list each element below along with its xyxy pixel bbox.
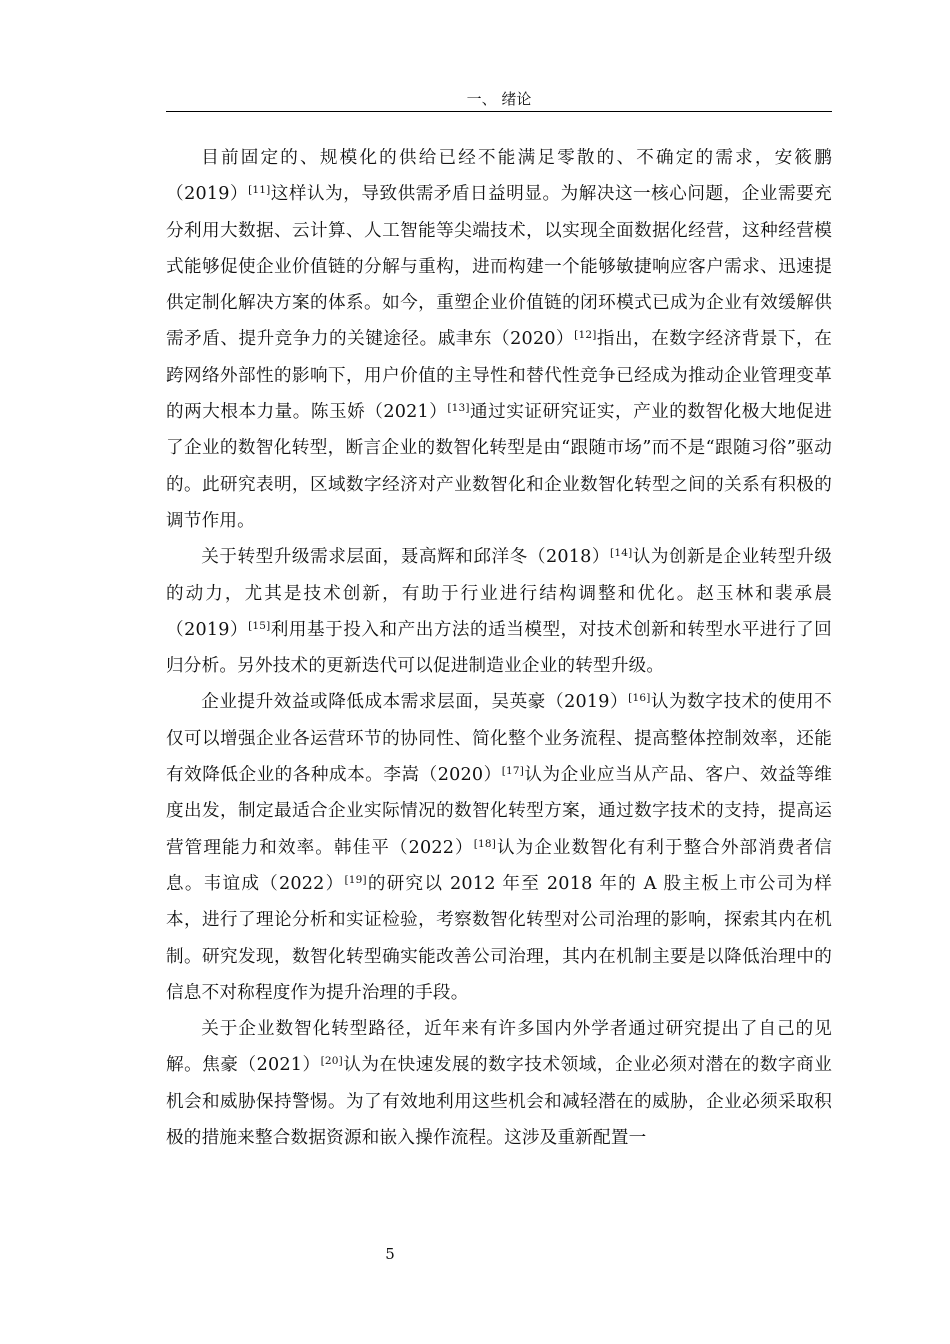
citation-superscript: [14]: [610, 547, 633, 560]
paragraph-text: 认为创新是企业转型升级的动力，尤其是技术创新，有助于行业进行结构调整和优化。赵玉林和裴承晨（2019）: [166, 547, 833, 640]
citation-superscript: [18]: [473, 837, 497, 850]
running-header-title: 一、 绪论: [466, 90, 532, 108]
paragraph-text: 关于企业数智化转型路径，近年来有许多国内外学者通过研究提出了自己的见解。焦豪（2021）: [166, 1019, 832, 1076]
paragraph-text: 这样认为，导致供需矛盾日益明显。为解决这一核心问题，企业需要充分利用大数据、云计算、人工智能等尖端技术，以实现全面数据化经营，这种经营模式能够促使企业价值链的分解与重构，进而构建一个能够敏捷响应客户需求、迅速提供定制化解决方案的体系。如今，重塑企业价值链的闭环模式已成为企业有效缓解供需矛盾、提升竞争力的关键途径。戚聿东（2020）: [166, 184, 832, 350]
paragraph: [166, 684, 832, 1011]
citation-superscript: [15]: [248, 619, 271, 632]
paragraph-text: 认为数字技术的使用不仅可以增强企业各运营环节的协同性、简化整个业务流程、提高整体控制效率，还能有效降低企业的各种成本。李嵩（2020）: [166, 692, 832, 786]
citation-superscript: [17]: [501, 765, 525, 778]
citation-superscript: [16]: [628, 692, 651, 705]
paragraph: [166, 539, 832, 684]
paragraph-text: 通过实证研究证实，产业的数智化极大地促进了企业的数智化转型，断言企业的数智化转型是由“跟随市场”而不是“跟随习俗”驱动的。此研究表明，区域数字经济对产业数智化和企业数智化转型之间的关系有积极的调节作用。: [166, 402, 832, 531]
paragraph-text: 企业提升效益或降低成本需求层面，吴英豪（2019）: [201, 692, 629, 713]
paragraph: [166, 1011, 832, 1156]
paragraph-text: 利用基于投入和产出方法的适当模型，对技术创新和转型水平进行了回归分析。另外技术的更新迭代可以促进制造业企业的转型升级。: [166, 619, 832, 677]
paragraph-text: 目前固定的、规模化的供给已经不能满足零散的、不确定的需求，安筱鹏（2019）: [166, 148, 832, 205]
citation-superscript: [11]: [248, 184, 271, 197]
citation-superscript: [20]: [320, 1055, 343, 1068]
header-rule: [166, 111, 832, 112]
page-number: 5: [385, 1245, 395, 1263]
paragraph-text: 关于转型升级需求层面，聂高辉和邱洋冬（2018）: [201, 547, 611, 568]
paragraph-text: 指出，在数字经济背景下，在跨网络外部性的影响下，用户价值的主导性和替代性竞争已经成为推动企业管理变革的两大根本力量。陈玉娇（2021）: [166, 329, 833, 423]
paragraph-text: 认为企业应当从产品、客户、效益等维度出发，制定最适合企业实际情况的数智化转型方案，通过数字技术的支持，提高运营管理能力和效率。韩佳平（2022）: [166, 765, 833, 858]
citation-superscript: [13]: [447, 402, 470, 415]
citation-superscript: [12]: [574, 329, 597, 342]
paragraph-text: 认为在快速发展的数字技术领域，企业必须对潜在的数字商业机会和威胁保持警惕。为了有效地利用这些机会和减轻潜在的威胁，企业必须采取积极的措施来整合数据资源和嵌入操作流程。这涉及重新配置一: [166, 1055, 832, 1149]
body-text: [166, 140, 832, 1156]
citation-superscript: [19]: [344, 873, 367, 886]
paragraph-text: 的研究以 2012 年至 2018 年的 A 股主板上市公司为样本，进行了理论分析和实证检验，考察数智化转型对公司治理的影响，探索其内在机制。研究发现，数智化转型确实能改善公司治理，其内在机制主要是以降低治理中的信息不对称程度作为提升治理的手段。: [166, 873, 832, 1003]
paragraph-text: 认为企业数智化有利于整合外部消费者信息。韦谊成（2022）: [166, 837, 832, 894]
paragraph: [166, 140, 832, 539]
